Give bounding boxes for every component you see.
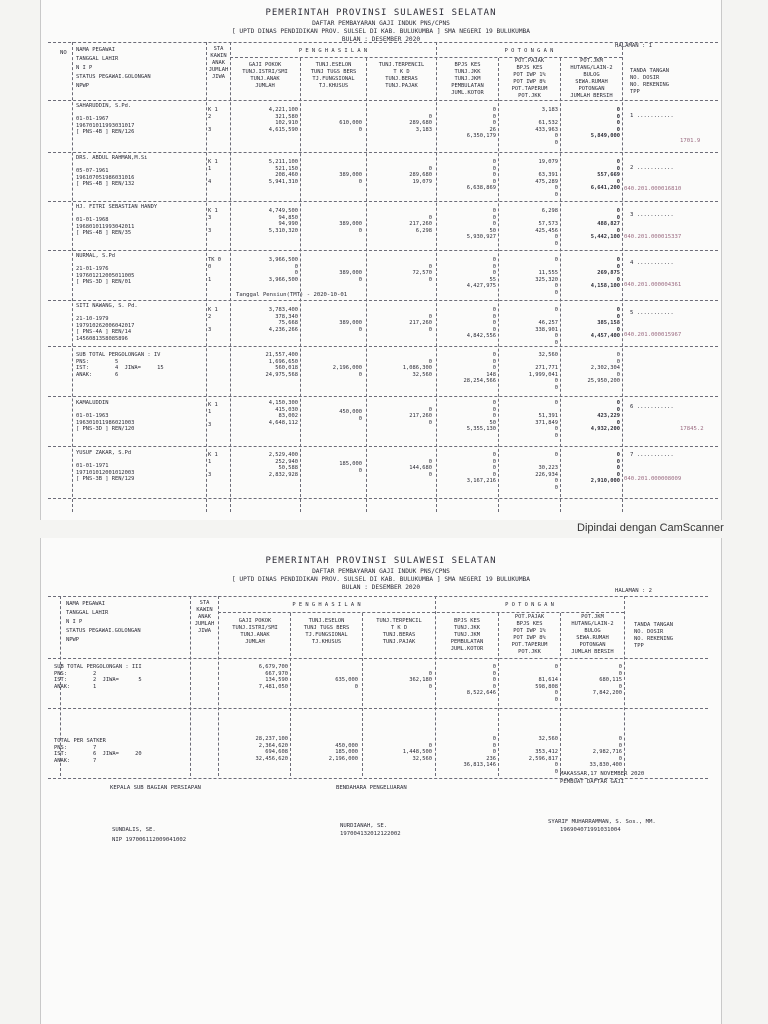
status-column-header: STA KAWIN ANAK JUMLAH JIWA <box>194 600 215 634</box>
payroll-page-1: PEMERINTAH PROVINSI SULAWESI SELATAN DAFTAR PEMBAYARAN GAJI INDUK PNS/CPNS [ UPTD DINAS PENDIDIKAN PROV. SULSEL DI KAB. BULUKUMBA ] SMA NEGERI 19 BULUKUMBA BULAN : DESEMBER 2020 HALAMAN : 1 NO NAMA PEGAWAI TANGGAL LAHIR N I P STATUS PEGAWAI.GOLONGAN NPWP STA KAWIN ANAK JUMLAH JIWA P E N G H A S I L A N P O T O N G A N GAJI POKOK TUNJ.ISTRI/SMI TUNJ.ANAK JUMLAH TUNJ.ESELON TUNJ TUGS BERS TJ.FUNGSIONAL TJ.KHUSUS TUNJ.TERPENCIL T K D TUNJ.BERAS TUNJ.PAJAK BPJS KES TUNJ.JKK TUNJ.JKM PEMBULATAN JUML.KOTOR POT.PAJAK BPJS KES POT IWP 1% POT IWP 8% POT.TAPERUM POT.JKK POT.JKM HUTANG/LAIN-2 BULOG SEWA.RUMAH POTONGAN JUMLAH BERSIH TANDA TANGAN NO. DOSIR NO. REKENING TPP SAHARUDDIN, S.Pd. 01-01-1967 196701011993031017 [ PNS-4B ] REN/126 K 1 2 3 4,221,100 321,580 102,910 4,615,590 610,000 0 0 289,680 3,183 0 0 0 26 6,350,179 3,183 61,532 433,963 0 0 0 0 0 0 5,849,000 1 ........... 1701.9 DRS. ABDUL RAHMAN,M.Si 05-07-1961 196107051986031016 [ PNS-4B ] REN/132 K 1 1 4 5,211,100 521,150 208,460 5,941,310 389,000 0 0 289,680 19,079 0 0 0 0 6,638,869 19,079 63,391 475,289 0 0 0 0 557,669 0 6,641,200 2 ........... 040.201.000016810 HJ. FITRI SEBASTIAN HANDY 01-01-1968 196801011993042011 [ PNS-4B ] REN/35 K 1 3 3 4,749,500 94,850 94,990 5,310,320 389,000 0 0 217,260 6,298 0 0 0 50 5,930,927 6,298 57,573 425,456 0 0 0 0 488,827 0 5,442,100 3 ........... 040.201.000015337 NURMAL, S.Pd 21-01-1976 197601212005011005 [ PNS-3D ] REN/01 TK 0 0 1 3,966,500 0 0 3,966,500 389,000 0 0 72,570 0 0 0 0 55 4,427,975 0 11,555 325,320 0 0 0 0 269,875 0 4,158,100 4 ........... 040.201.000004361 Tanggal Pensiun(TMT) - 2020-10-01 SITI NAWANG, S. Pd. 21-10-1979 197910262006042017 [ PNS-4A ] REN/14 1456081358085896 K 1 2 3 3,783,400 378,340 75,668 4,236,266 389,000 0 0 217,260 0 0 0 0 0 4,842,556 0 46,257 338,901 0 0 0 0 385,158 0 4,457,400 5 ........... 040.201.000015967 SUB TOTAL PERGOLONGAN : IV PNS: 5 IST: 4 JIWA= 15 ANAK: 6 21,557,400 1,696,650 560,018 24,975,568 2,196,000 0 0 1,086,300 32,560 0 0 0 148 28,254,566 32,560 271,771 1,999,041 0 0 0 0 2,302,304 0 25,950,200 KAMALUDDIN 01-01-1963 196301011986021003 [ PNS-3D ] REN/120 K 1 1 3 4,150,300 415,030 83,002 4,648,112 450,000 0 0 217,260 0 0 0 0 50 5,355,130 0 51,391 371,849 0 0 0 0 423,229 0 4,932,200 6 ........... 17845.2 YUSUF ZAKAR, S.Pd 01-01-1971 197101012001012003 [ PNS-3B ] REN/129 K 1 1 3 2,529,400 252,940 50,588 2,832,928 185,000 0 0 144,680 0 0 0 0 0 3,167,216 0 30,223 226,934 0 0 0 0 0 0 2,910,000 7 ........... 040.201.000008009 <box>40 0 722 520</box>
kepala-label: KEPALA SUB BAGIAN PERSIAPAN <box>110 785 201 791</box>
signer-2-name: NURDIANAH, SE. <box>340 823 388 829</box>
row-separator <box>48 396 718 397</box>
row-separator <box>48 708 708 709</box>
place-date: MAKASSAR,17 NOVEMBER 2020 <box>560 771 645 777</box>
page-right-edge <box>721 538 722 1024</box>
signer-3-nip: 196904071991031004 <box>560 827 621 833</box>
terpencil-column-header: TUNJ.TERPENCIL T K D TUNJ.BERAS TUNJ.PAJAK <box>378 62 425 89</box>
page-number: HALAMAN : 1 <box>615 43 653 49</box>
page-title: PEMERINTAH PROVINSI SULAWESI SELATAN <box>265 8 497 18</box>
row-separator <box>48 152 718 153</box>
divider-jkm <box>624 596 625 776</box>
eselon-column-header: TUNJ.ESELON TUNJ TUGS BERS TJ.FUNGSIONAL TJ.KHUSUS <box>303 618 350 645</box>
pajak-column-header: POT.PAJAK BPJS KES POT IWP 1% POT IWP 8% POT.TAPERUM POT.JKK <box>511 614 548 655</box>
gaji-column-header: GAJI POKOK TUNJ.ISTRI/SMI TUNJ.ANAK JUMLAH <box>232 618 278 645</box>
divider-sta <box>230 42 231 512</box>
page-left-edge <box>40 0 41 520</box>
bpjs-column-header: BPJS KES TUNJ.JKK TUNJ.JKM PEMBULATAN JUML.KOTOR <box>450 618 484 652</box>
divider-terpencil <box>436 42 437 512</box>
pensiun-note: Tanggal Pensiun(TMT) - 2020-10-01 <box>236 292 348 298</box>
row-separator <box>48 446 718 447</box>
page-left-edge <box>40 538 41 1024</box>
jkm-column-header: POT.JKM HUTANG/LAIN-2 BULOG SEWA.RUMAH POTONGAN JUMLAH BERSIH <box>571 614 614 655</box>
row-separator <box>48 346 718 347</box>
divider-bpjs <box>498 58 499 512</box>
divider-no <box>72 42 73 512</box>
header-bottom-rule <box>48 100 718 101</box>
page-right-edge <box>721 0 722 520</box>
divider-name <box>206 42 207 512</box>
page-number: HALAMAN : 2 <box>615 588 653 594</box>
pembuat-label: PEMBUAT DAFTAR GAJI <box>560 779 624 785</box>
camscanner-watermark: Dipindai dengan CamScanner <box>577 522 724 534</box>
header-top-rule <box>48 42 718 43</box>
page-subtitle: DAFTAR PEMBAYARAN GAJI INDUK PNS/CPNS <box>312 20 450 27</box>
row-separator <box>48 201 718 202</box>
jkm-column-header: POT.JKM HUTANG/LAIN-2 BULOG SEWA.RUMAH POTONGAN JUMLAH BERSIH <box>570 58 613 99</box>
gaji-column-header: GAJI POKOK TUNJ.ISTRI/SMI TUNJ.ANAK JUMLAH <box>242 62 288 89</box>
bpjs-column-header: BPJS KES TUNJ.JKK TUNJ.JKM PEMBULATAN JUML.KOTOR <box>451 62 484 96</box>
signer-2-nip: 197004132012122002 <box>340 831 401 837</box>
signer-3-name: SYARIF MUHARRAMMAN, S. Sos., MM. <box>548 819 656 825</box>
divider-jkm <box>622 42 623 512</box>
divider-sta <box>218 596 219 776</box>
page-title: PEMERINTAH PROVINSI SULAWESI SELATAN <box>265 556 497 566</box>
subheader-rule <box>218 612 624 613</box>
payroll-page-2: PEMERINTAH PROVINSI SULAWESI SELATAN DAFTAR PEMBAYARAN GAJI INDUK PNS/CPNS [ UPTD DINAS PENDIDIKAN PROV. SULSEL DI KAB. BULUKUMBA ] SMA NEGERI 19 BULUKUMBA BULAN : DESEMBER 2020 HALAMAN : 2 NAMA PEGAWAI TANGGAL LAHIR N I P STATUS PEGAWAI.GOLONGAN NPWP STA KAWIN ANAK JUMLAH JIWA P E N G H A S I L A N P O T O N G A N GAJI POKOK TUNJ.ISTRI/SMI TUNJ.ANAK JUMLAH TUNJ.ESELON TUNJ TUGS BERS TJ.FUNGSIONAL TJ.KHUSUS TUNJ.TERPENCIL T K D TUNJ.BERAS TUNJ.PAJAK BPJS KES TUNJ.JKK TUNJ.JKM PEMBULATAN JUML.KOTOR POT.PAJAK BPJS KES POT IWP 1% POT IWP 8% POT.TAPERUM POT.JKK POT.JKM HUTANG/LAIN-2 BULOG SEWA.RUMAH POTONGAN JUMLAH BERSIH TANDA TANGAN NO. DOSIR NO. REKENING TPP SUB TOTAL PERGOLONGAN : III PNS: 2 IST: 2 JIWA= 5 ANAK: 1 6,679,700 667,970 134,590 7,481,050 635,000 0 0 362,180 0 0 0 0 0 8,522,646 0 81,614 598,808 0 0 0 0 680,115 0 7,842,200 TOTAL PER SATKER PNS: 7 IST: 6 JIWA= 20 ANAK: 7 28,237,100 2,364,620 694,608 32,456,620 450,000 185,000 2,196,000 0 1,448,500 32,560 0 0 0 236 36,813,146 32,560 353,412 2,596,817 0 0 0 0 2,982,716 0 33,830,400 MAKASSAR,17 NOVEMBER 2020 PEMBUAT DAFTAR GAJI KEPALA SUB BAGIAN PERSIAPAN BENDAHARA PENGELUARAN SUNDALIS, SE. NIP 197006112009041002 NURDIANAH, SE. 197004132012122002 SYARIF MUHARRAMMAN, S. Sos., MM. 196904071991031004 <box>40 538 722 1024</box>
page-subtitle: DAFTAR PEMBAYARAN GAJI INDUK PNS/CPNS <box>312 568 450 575</box>
bendahara-label: BENDAHARA PENGELUARAN <box>336 785 407 791</box>
potongan-header: P O T O N G A N <box>505 602 554 608</box>
page-unit: [ UPTD DINAS PENDIDIKAN PROV. SULSEL DI KAB. BULUKUMBA ] SMA NEGERI 19 BULUKUMBA <box>231 576 530 583</box>
divider-pajak <box>560 58 561 512</box>
tanda-column-header: TANDA TANGAN NO. DOSIR NO. REKENING TPP <box>630 68 669 95</box>
header-bottom-rule <box>48 658 708 659</box>
row-separator <box>48 300 718 301</box>
page-month: BULAN : DESEMBER 2020 <box>341 584 421 591</box>
no-header: NO <box>60 50 67 56</box>
eselon-column-header: TUNJ.ESELON TUNJ TUGS BERS TJ.FUNGSIONAL TJ.KHUSUS <box>310 62 357 89</box>
penghasilan-header: P E N G H A S I L A N <box>292 602 361 608</box>
terpencil-column-header: TUNJ.TERPENCIL T K D TUNJ.BERAS TUNJ.PAJAK <box>376 618 422 645</box>
header-top-rule <box>48 596 708 597</box>
penghasilan-header: P E N G H A S I L A N <box>298 48 368 54</box>
left-column-header: NAMA PEGAWAI TANGGAL LAHIR N I P STATUS PEGAWAI.GOLONGAN NPWP <box>66 601 141 643</box>
tanda-column-header: TANDA TANGAN NO. DOSIR NO. REKENING TPP <box>634 622 673 649</box>
status-column-header: STA KAWIN ANAK JUMLAH JIWA <box>208 46 229 80</box>
row-separator <box>48 498 718 499</box>
divider-eselon <box>366 58 367 512</box>
left-column-header: NAMA PEGAWAI TANGGAL LAHIR N I P STATUS PEGAWAI.GOLONGAN NPWP <box>76 47 151 89</box>
signer-1-nip: NIP 197006112009041002 <box>112 837 187 843</box>
signer-1-name: SUNDALIS, SE. <box>112 827 156 833</box>
potongan-header: P O T O N G A N <box>504 48 554 54</box>
page-month: BULAN : DESEMBER 2020 <box>341 36 421 43</box>
row-separator <box>48 250 718 251</box>
page-unit: [ UPTD DINAS PENDIDIKAN PROV. SULSEL DI KAB. BULUKUMBA ] SMA NEGERI 19 BULUKUMBA <box>231 28 530 35</box>
divider-gaji <box>300 58 301 512</box>
pajak-column-header: POT.PAJAK BPJS KES POT IWP 1% POT IWP 8% POT.TAPERUM POT.JKK <box>511 58 548 99</box>
